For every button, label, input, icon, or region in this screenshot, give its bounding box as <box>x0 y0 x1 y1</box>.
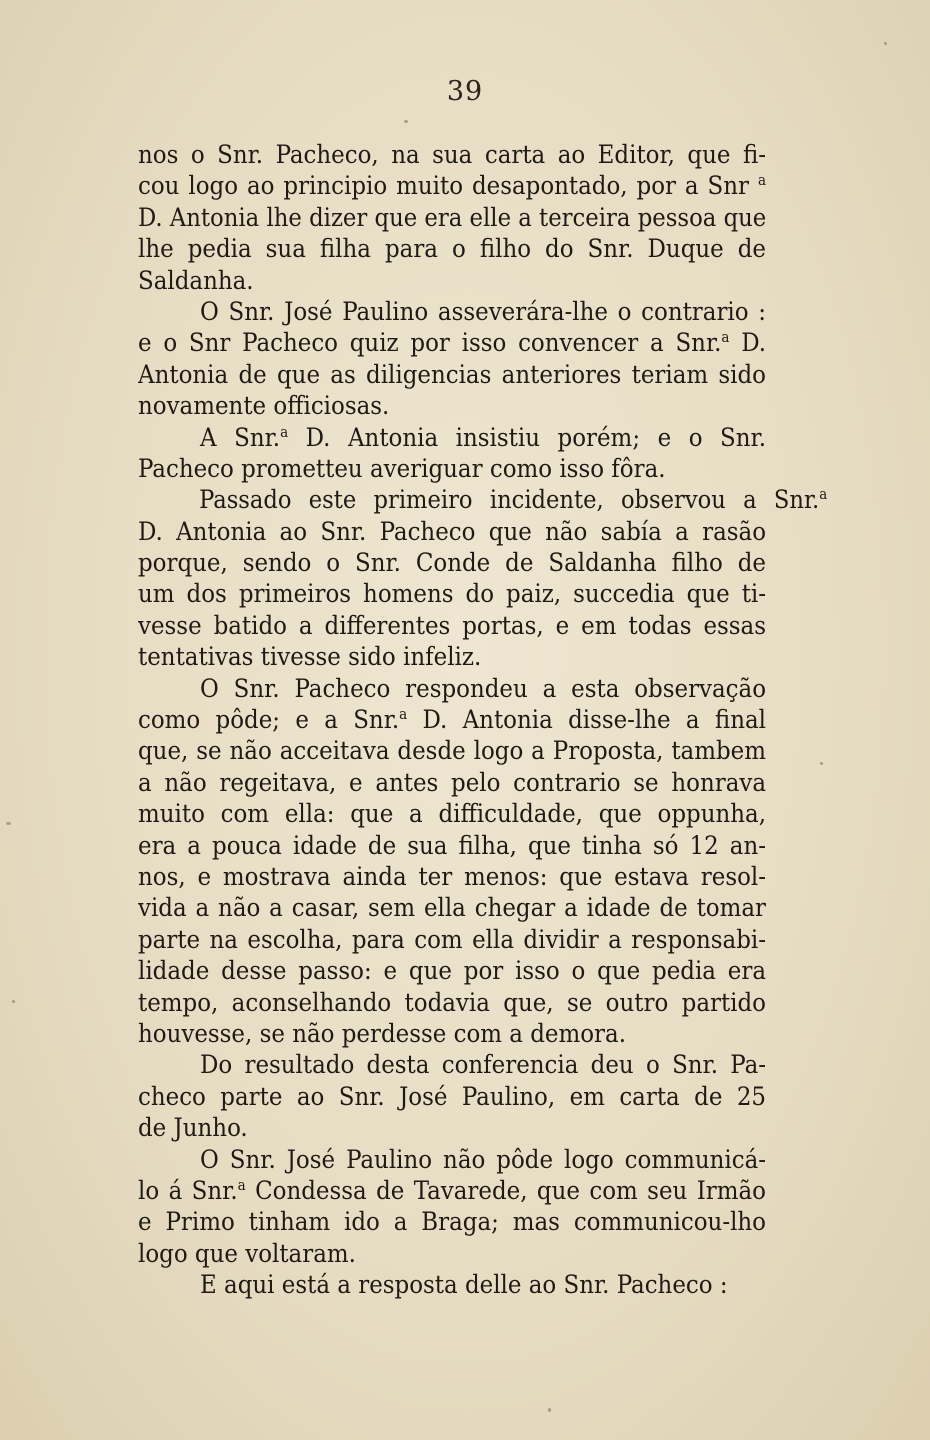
text-line: cou logo ao principio muito desapontado, por a Snr $^a$ <box>138 171 766 202</box>
paper-speck <box>820 762 823 765</box>
text-line: nos o Snr. Pacheco, na sua carta ao Editor, que fi- <box>138 140 766 170</box>
text-line: logo que voltaram. <box>138 1238 356 1269</box>
text-line: Antonia de que as diligencias anteriores teriam sido <box>138 359 766 390</box>
text-line: um dos primeiros homens do paiz, succedia que ti- <box>138 579 766 610</box>
text-line: E aqui está a resposta delle ao Snr. Pacheco : <box>200 1270 728 1301</box>
paper-speck <box>548 1408 551 1412</box>
text-line: O Snr. José Paulino asseverára-lhe o contrario : <box>200 296 766 327</box>
text-line: porque, sendo o Snr. Conde de Saldanha filho de <box>138 548 766 579</box>
text-line: que, se não acceitava desde logo a Proposta, tambem <box>138 736 766 767</box>
text-line: vida a não a casar, sem ella chegar a idade de tomar <box>138 893 766 924</box>
text-line: tentativas tivesse sido infeliz. <box>138 642 482 673</box>
text-line: parte na escolha, para com ella dividir a responsabi- <box>138 924 766 955</box>
paper-speck <box>6 822 11 825</box>
text-line: como pôde; e a Snr.$^a$ D. Antonia disse-lhe a final <box>138 705 766 736</box>
paper-speck <box>404 120 408 123</box>
text-line: e o Snr Pacheco quiz por isso convencer a Snr.$^a$ D. <box>138 328 766 359</box>
text-line: O Snr. Pacheco respondeu a esta observação <box>200 673 766 704</box>
text-line: vesse batido a differentes portas, e em todas essas <box>138 610 766 641</box>
text-line: e Primo tinham ido a Braga; mas communicou-lho <box>138 1207 766 1238</box>
text-line: O Snr. José Paulino não pôde logo communicá- <box>200 1144 766 1175</box>
text-line: tempo, aconselhando todavia que, se outro partido <box>138 987 766 1018</box>
paper-speck <box>884 42 887 45</box>
text-line: a não regeitava, e antes pelo contrario se honrava <box>138 767 766 798</box>
text-line: houvesse, se não perdesse com a demora. <box>138 1018 626 1049</box>
text-line: Saldanha. <box>138 265 254 296</box>
page-number: 39 <box>446 76 484 107</box>
text-line: D. Antonia lhe dizer que era elle a terceira pessoa que <box>138 202 766 233</box>
page-text <box>138 140 828 1301</box>
text-line: Pacheco prometteu averiguar como isso fôra. <box>138 453 666 484</box>
text-line: muito com ella: que a difficuldade, que oppunha, <box>138 799 766 830</box>
text-line: lhe pedia sua filha para o filho do Snr. Duque de <box>138 234 766 265</box>
text-line: de Junho. <box>138 1113 248 1144</box>
text-line: Do resultado desta conferencia deu o Snr. Pa- <box>200 1050 766 1081</box>
text-line: nos, e mostrava ainda ter menos: que estava resol- <box>138 861 766 892</box>
text-line: checo parte ao Snr. José Paulino, em carta de 25 <box>138 1081 766 1112</box>
text-line: A Snr.$^a$ D. Antonia insistiu porém; e o Snr. <box>200 422 766 453</box>
text-line: lo á Snr.$^a$ Condessa de Tavarede, que com seu Irmão <box>138 1175 766 1206</box>
text-line: novamente officiosas. <box>138 391 390 422</box>
text-line: lidade desse passo: e que por isso o que pedia era <box>138 956 766 987</box>
text-line: era a pouca idade de sua filha, que tinha só 12 an- <box>138 830 766 861</box>
text-line: D. Antonia ao Snr. Pacheco que não sabía a rasão <box>138 516 766 547</box>
paper-speck <box>12 1000 15 1003</box>
text-line: Passado este primeiro incidente, observou a Snr.$^a$ <box>199 485 828 516</box>
